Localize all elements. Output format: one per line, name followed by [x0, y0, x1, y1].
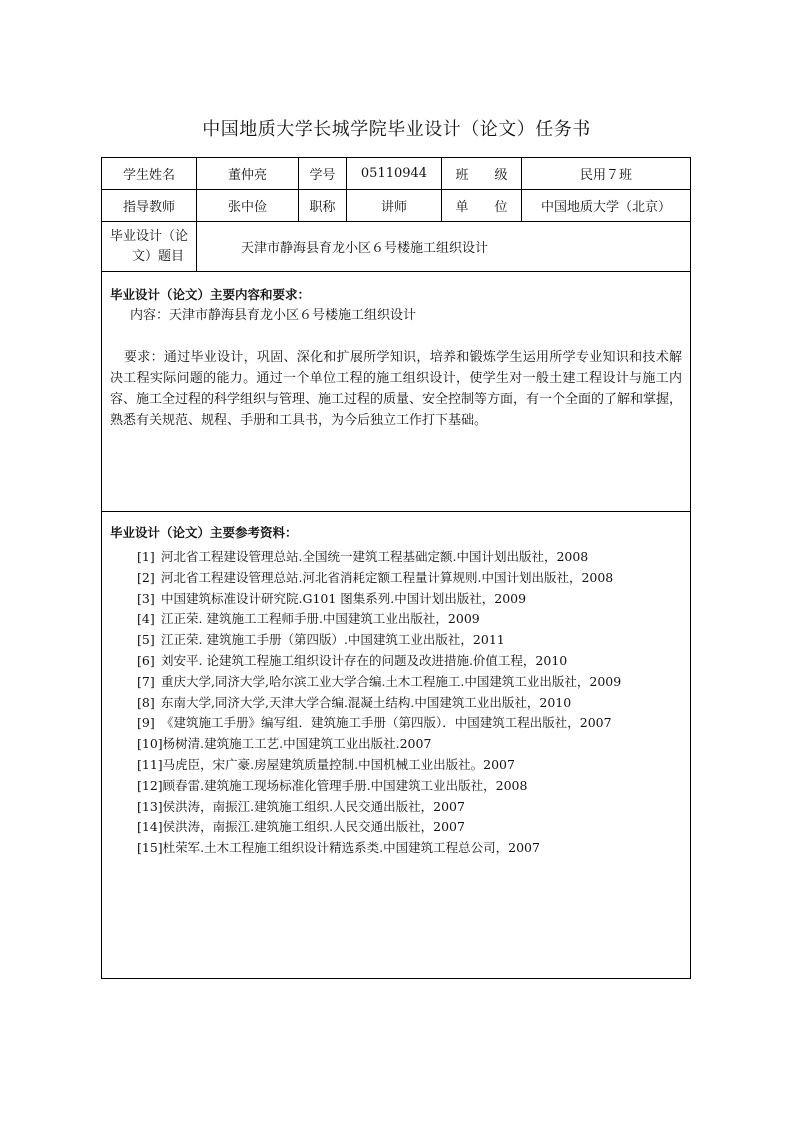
reference-number: [4] — [137, 611, 155, 627]
reference-item — [110, 651, 682, 672]
reference-number: [6] — [137, 652, 155, 668]
job-title-value: 讲师 — [347, 190, 442, 221]
reference-number: [9] — [137, 715, 155, 731]
class-label: 班 级 — [442, 158, 522, 189]
reference-text: 马虎臣，宋广豪.房屋建筑质量控制.中国机械工业出版社。2007 — [162, 756, 515, 772]
topic-value: 天津市静海县育龙小区６号楼施工组织设计 — [241, 241, 489, 256]
reference-number: [1] — [137, 549, 155, 564]
reference-item — [110, 609, 682, 630]
reference-number: [2] — [137, 569, 155, 585]
reference-number: [10] — [137, 736, 163, 752]
reference-number: [15] — [137, 840, 163, 856]
student-name-value: 董仲亮 — [197, 158, 299, 189]
reference-item — [110, 589, 682, 610]
content-heading: 毕业设计（论文）主要内容和要求： — [110, 287, 311, 302]
reference-item — [110, 568, 682, 589]
reference-text: 刘安平. 论建筑工程施工组织设计存在的问题及改进措施.价值工程，2010 — [161, 652, 568, 668]
reference-text: 河北省工程建设管理总站.河北省消耗定额工程量计算规则.中国计划出版社，2008 — [161, 569, 614, 585]
reference-number: [12] — [137, 777, 163, 793]
reference-item — [110, 817, 682, 838]
reference-text: 杨树清.建筑施工工艺.中国建筑工业出版社.2007 — [162, 736, 432, 752]
topic-label — [102, 222, 197, 271]
reference-item — [110, 797, 682, 818]
reference-text: 江正荣. 建筑施工手册（第四版）.中国建筑工业出版社，2011 — [161, 632, 505, 648]
reference-item — [110, 672, 682, 693]
content-section — [102, 272, 690, 512]
student-name-label: 学生姓名 — [102, 158, 197, 189]
student-id-value: 05110944 — [347, 158, 442, 189]
reference-number: [3] — [137, 590, 155, 606]
reference-item — [110, 734, 682, 755]
references-section — [102, 512, 690, 978]
task-form-table — [101, 157, 691, 979]
unit-label: 单 位 — [442, 190, 522, 221]
reference-text: 重庆大学,同济大学,哈尔滨工业大学合编.土木工程施工.中国建筑工业出版社，2009 — [161, 673, 622, 689]
reference-list — [110, 547, 682, 859]
advisor-label: 指导教师 — [102, 190, 197, 221]
reference-item — [110, 755, 682, 776]
reference-number: [7] — [137, 673, 155, 689]
reference-text: 杜荣军.土木工程施工组织设计精选系类.中国建筑工程总公司，2007 — [162, 840, 540, 856]
reference-number: [13] — [137, 798, 163, 814]
advisor-value: 张中俭 — [197, 190, 299, 221]
reference-text: 江正荣. 建筑施工工程师手册.中国建筑工业出版社，2009 — [161, 611, 480, 627]
reference-text: 侯洪涛，南振江.建筑施工组织.人民交通出版社，2007 — [162, 819, 465, 835]
student-id-label: 学号 — [299, 158, 347, 189]
reference-item — [110, 713, 682, 734]
reference-number: [8] — [137, 694, 155, 710]
reference-text: 中国建筑标准设计研究院.G101 图集系列.中国计划出版社，2009 — [161, 590, 527, 606]
class-value: 民用７班 — [579, 168, 632, 183]
reference-text: 《建筑施工手册》编写组．建筑施工手册（第四版）．中国建筑工程出版社，2007 — [161, 715, 612, 731]
reference-text: 东南大学,同济大学,天津大学合编.混凝土结构.中国建筑工业出版社，2010 — [161, 694, 572, 710]
advisor-info-row — [102, 190, 690, 222]
job-title-label: 职称 — [299, 190, 347, 221]
topic-label-line2: 文）题目 — [131, 248, 184, 264]
reference-item — [110, 693, 682, 714]
reference-number: [14] — [137, 819, 163, 835]
reference-item — [110, 776, 682, 797]
reference-number: [11] — [137, 756, 163, 772]
requirements-paragraph: 要求：通过毕业设计，巩固、深化和扩展所学知识，培养和锻炼学生运用所学专业知识和技术解决工程实际问题的能力。通过一个单位工程的施工组织设计，使学生对一般土建工程设计与施工内容、施工全过程的科学组织与管理、施工过程的质量、安全控制等方面，有一个全面的了解和掌握，熟悉有关规范、规程、手册和工具书，为今后独立工作打下基础。 — [110, 350, 683, 428]
reference-item — [110, 547, 682, 568]
topic-label-line1: 毕业设计（论 — [109, 228, 188, 244]
reference-item — [110, 630, 682, 651]
reference-text: 顾春雷.建筑施工现场标准化管理手册.中国建筑工业出版社，2008 — [162, 777, 528, 793]
topic-row — [102, 222, 690, 272]
unit-value: 中国地质大学（北京） — [540, 200, 671, 215]
reference-number: [5] — [137, 632, 155, 648]
references-heading: 毕业设计（论文）主要参考资料： — [110, 525, 298, 540]
content-topic-line: 内容：天津市静海县育龙小区６号楼施工组织设计 — [130, 308, 417, 323]
page-title: 中国地质大学长城学院毕业设计（论文）任务书 — [202, 119, 591, 140]
reference-item — [110, 838, 682, 859]
reference-text: 河北省工程建设管理总站.全国统一建筑工程基础定额.中国计划出版社，2008 — [161, 549, 589, 564]
student-info-row — [102, 158, 690, 190]
reference-text: 侯洪涛，南振江.建筑施工组织.人民交通出版社，2007 — [162, 798, 465, 814]
